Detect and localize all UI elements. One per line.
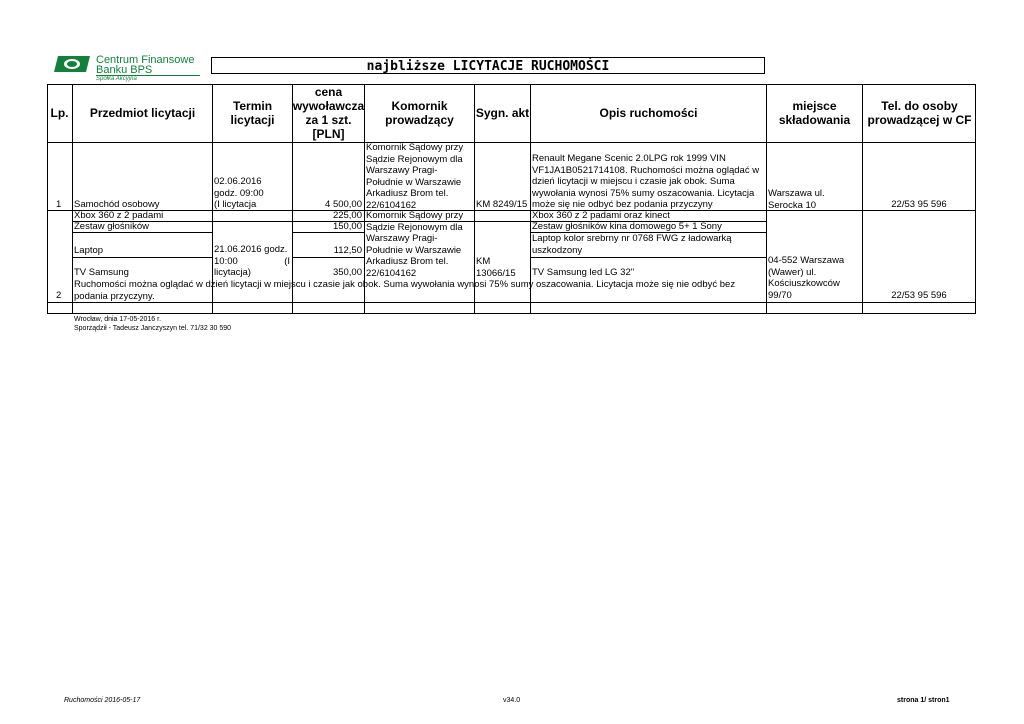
row1-termin: 02.06.2016 godz. 09:00 (I licytacja — [214, 176, 264, 210]
row2-item-opis: TV Samsung led LG 32" — [532, 267, 635, 278]
place-date: Wrocław, dnia 17-05-2016 r. — [74, 316, 162, 323]
row2-sygn: KM 13066/15 — [476, 256, 516, 279]
header-termin: Termin licytacji — [212, 84, 292, 142]
page-title: najbliższe LICYTACJE RUCHOMOŚCI — [211, 57, 765, 74]
header-miejsce: miejsce składowania — [766, 84, 862, 142]
footer-left: Ruchomości 2016-05-17 — [64, 697, 141, 704]
row2-miejsce: 04-552 Warszawa (Wawer) ul. Kościuszkowców 99/70 — [768, 255, 845, 301]
bank-logo-icon — [54, 54, 94, 74]
row2-item-opis: Laptop kolor srebrny nr 0768 FWG z ładowarką uszkodzony — [532, 233, 732, 256]
row2-komornik: Komornik Sądowy przy Sądzie Rejonowym dla Warszawy Pragi- Południe w Warszawie Arkadiusz Brom tel. 22/6104162 — [366, 210, 464, 279]
row2-termin: 21.06.2016 godz. 10:00 (I licytacja) — [214, 244, 290, 278]
row1-przedmiot: Samochód osobowy — [74, 199, 160, 210]
row2-note: Ruchomości można oglądać w dzień licytacji w miejscu i czasie jak obok. Suma wywołania wynosi 75% sumy oszacowania. Licytacja może się nie odbyć bez podania przyczyny. — [74, 279, 736, 302]
grid-line — [47, 142, 976, 143]
row2-item-name: TV Samsung — [74, 267, 129, 278]
row1-miejsce: Warszawa ul. Serocka 10 — [768, 188, 825, 211]
row1-opis: Renault Megane Scenic 2.0LPG rok 1999 VIN VF1JA1B0521714108. Ruchomości można oglądać w dzień licytacji w miejscu i czasie jak obok. Suma wywołania wynosi 75% sumy oszacowania. Licytacja może się nie odbyć bez podania przyczyny — [532, 153, 760, 210]
row1-lp: 1 — [56, 199, 62, 210]
header-przedmiot: Przedmiot licytacji — [72, 84, 212, 142]
grid-line — [47, 302, 976, 303]
logo-name-line1: Centrum Finansowe — [96, 54, 195, 66]
header-tel: Tel. do osoby prowadzącej w CF — [862, 84, 976, 142]
row2-item-opis: Xbox 360 z 2 padami oraz kinect — [532, 210, 670, 221]
row2-item-name: Zestaw głośników — [74, 221, 149, 232]
row1-tel: 22/53 95 596 — [891, 199, 947, 210]
row2-item-cena: 225,00 — [332, 210, 362, 221]
row2-lp: 2 — [56, 290, 62, 301]
grid-line — [72, 142, 73, 314]
row1-cena: 4 500,00 — [325, 199, 362, 210]
row1-sygn: KM 8249/15 — [476, 199, 528, 210]
prepared-by: Sporządził - Tadeusz Janczyszyn tel. 71/32 30 590 — [74, 325, 232, 332]
row2-item-cena: 112,50 — [333, 245, 362, 256]
header-komornik: Komornik prowadzący — [364, 84, 474, 142]
logo-subtitle: Spółka Akcyjna — [96, 76, 137, 82]
grid-line — [292, 257, 364, 258]
grid-line — [862, 142, 863, 314]
row2-item-opis: Zestaw głośników kina domowego 5+ 1 Sony — [532, 221, 722, 232]
row2-item-name: Laptop — [74, 245, 104, 256]
header-sygn: Sygn. akt — [474, 84, 530, 142]
footer-center: v34.0 — [503, 697, 521, 704]
row2-tel: 22/53 95 596 — [891, 290, 947, 301]
grid-line — [530, 257, 766, 258]
logo-name-line2: Banku BPS — [96, 64, 153, 76]
header-opis: Opis ruchomości — [530, 84, 766, 142]
footer-right: strona 1/ stron1 — [897, 697, 950, 704]
row1-komornik: Komornik Sądowy przy Sądzie Rejonowym dla Warszawy Pragi- Południe w Warszawie Arkadiusz Brom tel. 22/6104162 — [366, 142, 464, 211]
row2-item-name: Xbox 360 z 2 padami — [74, 210, 164, 221]
grid-line — [72, 257, 212, 258]
header-cena: cena wywoławcza za 1 szt. [PLN] — [292, 85, 365, 141]
grid-line — [766, 142, 767, 314]
row2-item-cena: 350,00 — [332, 267, 362, 278]
header-lp: Lp. — [50, 106, 69, 120]
row2-item-cena: 150,00 — [332, 221, 362, 232]
